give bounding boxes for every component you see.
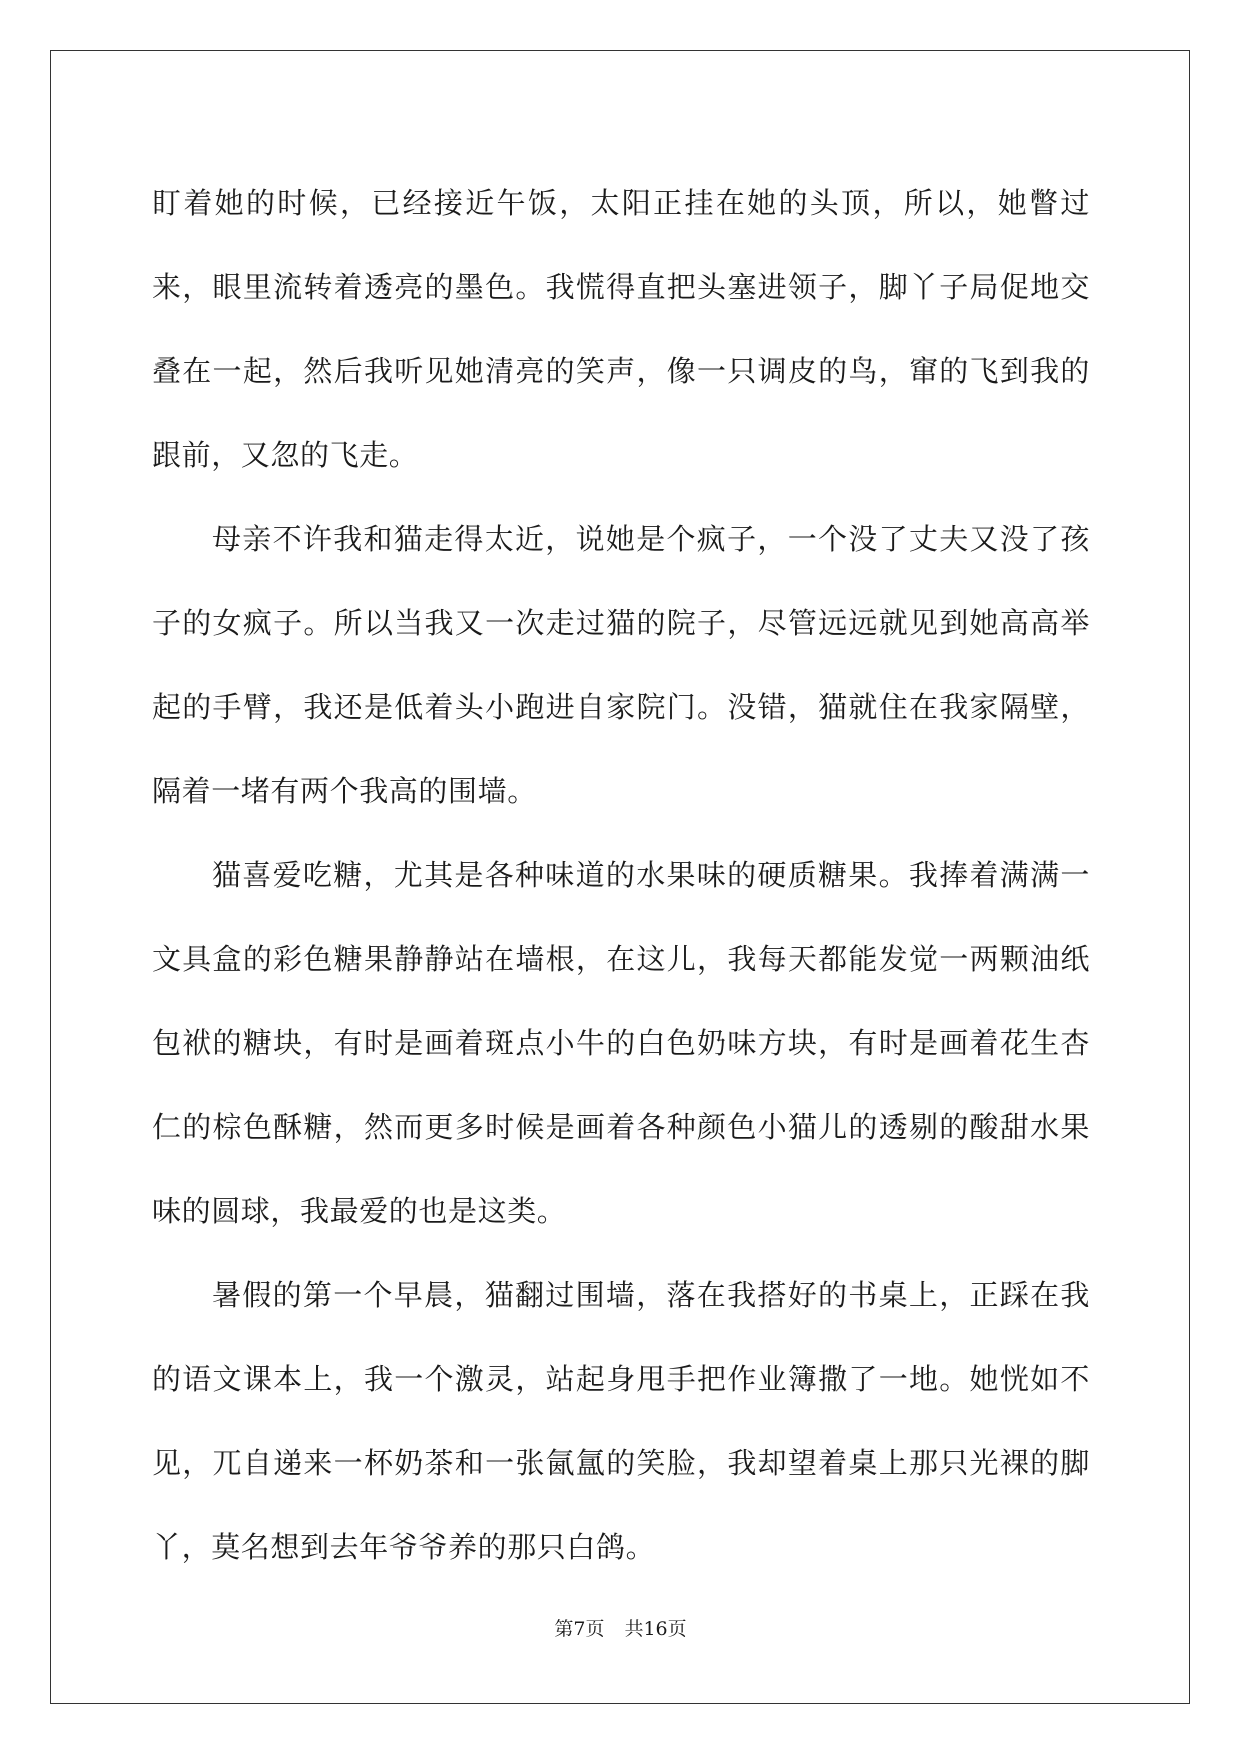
document-body [152, 161, 1090, 1589]
paragraph-2: 母亲不许我和猫走得太近，说她是个疯子，一个没了丈夫又没了孩子的女疯子。所以当我又一次走过猫的院子，尽管远远就见到她高高举起的手臂，我还是低着头小跑进自家院门。没错，猫就住在我家隔壁，隔着一堵有两个我高的围墙。 [152, 522, 1090, 808]
page-total: 共16页 [624, 1618, 687, 1640]
page-footer [0, 1614, 1241, 1641]
paragraph-1: 盯着她的时候，已经接近午饭，太阳正挂在她的头顶，所以，她瞥过来，眼里流转着透亮的墨色。我慌得直把头塞进领子，脚丫子局促地交叠在一起，然后我听见她清亮的笑声，像一只调皮的鸟，窜的飞到我的跟前，又忽的飞走。 [152, 186, 1090, 472]
paragraph-3: 猫喜爱吃糖，尤其是各种味道的水果味的硬质糖果。我捧着满满一文具盒的彩色糖果静静站在墙根，在这儿，我每天都能发觉一两颗油纸包袱的糖块，有时是画着斑点小牛的白色奶味方块，有时是画着花生杏仁的棕色酥糖，然而更多时候是画着各种颜色小猫儿的透剔的酸甜水果味的圆球，我最爱的也是这类。 [152, 858, 1090, 1228]
page-number: 第7页 [554, 1618, 605, 1640]
paragraph-4: 暑假的第一个早晨，猫翻过围墙，落在我搭好的书桌上，正踩在我的语文课本上，我一个激灵，站起身甩手把作业簿撒了一地。她恍如不见，兀自递来一杯奶茶和一张氤氲的笑脸，我却望着桌上那只光裸的脚丫，莫名想到去年爷爷养的那只白鸽。 [152, 1278, 1090, 1564]
